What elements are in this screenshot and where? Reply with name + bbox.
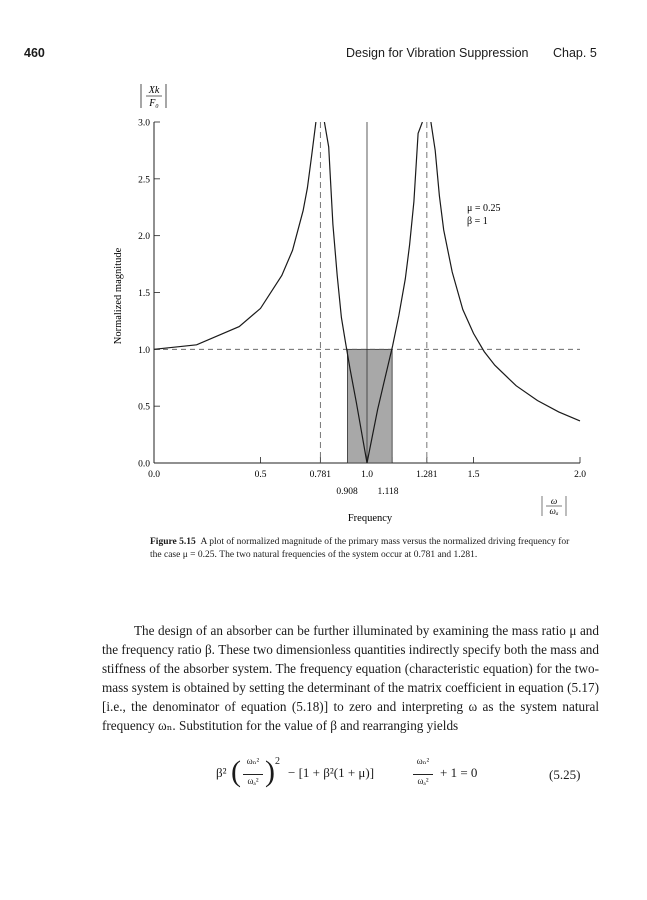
figure-caption	[150, 536, 570, 562]
guide-lines	[154, 122, 580, 463]
annotation-beta: β = 1	[467, 216, 488, 227]
eq-middle: − [1 + β²(1 + μ)]	[288, 765, 375, 780]
subtick-1118: 1.118	[377, 487, 399, 497]
shaded-band	[347, 349, 392, 463]
x-tick-label: 0.5	[254, 470, 267, 480]
eq-frac-bar	[243, 774, 263, 775]
y-tick-label: 3.0	[138, 118, 150, 129]
y-tick-label: 0.0	[138, 459, 150, 470]
running-title: Design for Vibration Suppression	[346, 46, 529, 60]
caption-text: A plot of normalized magnitude of the primary mass versus the normalized driving frequency for the case μ = 0.25. The two natural frequencies of the system occur at 0.781 and 1.281.	[150, 537, 570, 560]
x-tick-label: 1.5	[467, 470, 480, 480]
shaded-rectangle	[347, 349, 392, 463]
ylabel-side: Normalized magnitude	[113, 247, 124, 345]
xratio-numerator: ω	[550, 496, 558, 506]
ylabel-denominator: F₀	[149, 98, 159, 109]
x-tick-label: 1.281	[416, 470, 438, 480]
ylabel-magnitude-fraction	[141, 84, 166, 109]
y-tick-label: 1.5	[138, 289, 150, 299]
eq-term1: β²	[216, 765, 227, 780]
x-tick-label: 0.0	[148, 470, 160, 480]
eq-frac-numerator: ωₙ²	[246, 756, 260, 766]
equation-number: (5.25)	[549, 767, 581, 782]
curve-segment-2	[431, 122, 580, 421]
y-tick-label: 2.5	[138, 175, 150, 186]
eq-frac-denominator: ωₐ²	[247, 776, 259, 786]
eq-frac2-bar	[413, 774, 433, 775]
xratio-label	[542, 496, 566, 516]
chapter-label: Chap. 5	[553, 46, 597, 60]
x-tick-label: 1.0	[361, 470, 373, 480]
y-tick-label: 2.0	[138, 232, 150, 243]
equation-525	[216, 756, 516, 796]
xlabel-frequency: Frequency	[347, 513, 393, 524]
xratio-denominator: ωₐ	[549, 506, 559, 516]
eq-paren-right: )	[265, 755, 275, 788]
ylabel-numerator: Xk	[148, 85, 160, 96]
page-number: 460	[24, 46, 45, 60]
caption-label: Figure 5.15	[150, 537, 196, 547]
annotation-mu: μ = 0.25	[467, 203, 501, 214]
subtick-0908: 0.908	[336, 487, 358, 497]
x-tick-label: 0.781	[309, 470, 332, 480]
x-tick-label: 2.0	[574, 470, 586, 480]
y-tick-label: 1.0	[138, 345, 150, 356]
eq-frac2-denominator: ωₐ²	[417, 776, 429, 786]
eq-tail: + 1 = 0	[440, 765, 478, 780]
y-tick-label: 0.5	[138, 402, 150, 413]
curve-segment-0	[154, 122, 316, 349]
body-text	[102, 621, 599, 735]
eq-paren-left: (	[231, 755, 241, 788]
eq-power: 2	[275, 756, 280, 767]
body-paragraph: The design of an absorber can be further illuminated by examining the mass ratio μ and the frequency ratio β. These two dimensionless quantities indirectly specify both the mass and stiffness of the absorber system. The frequency equation (characteristic equation) for the two-mass system is obtained by setting the determinant of the matrix coefficient in equation (5.17) [i.e., the denominator of equation (5.18)] to zero and interpreting ω as the system natural frequency ωₙ. Substitution for the value of β and rearranging yields	[102, 623, 599, 733]
eq-frac2-numerator: ωₙ²	[416, 756, 430, 766]
